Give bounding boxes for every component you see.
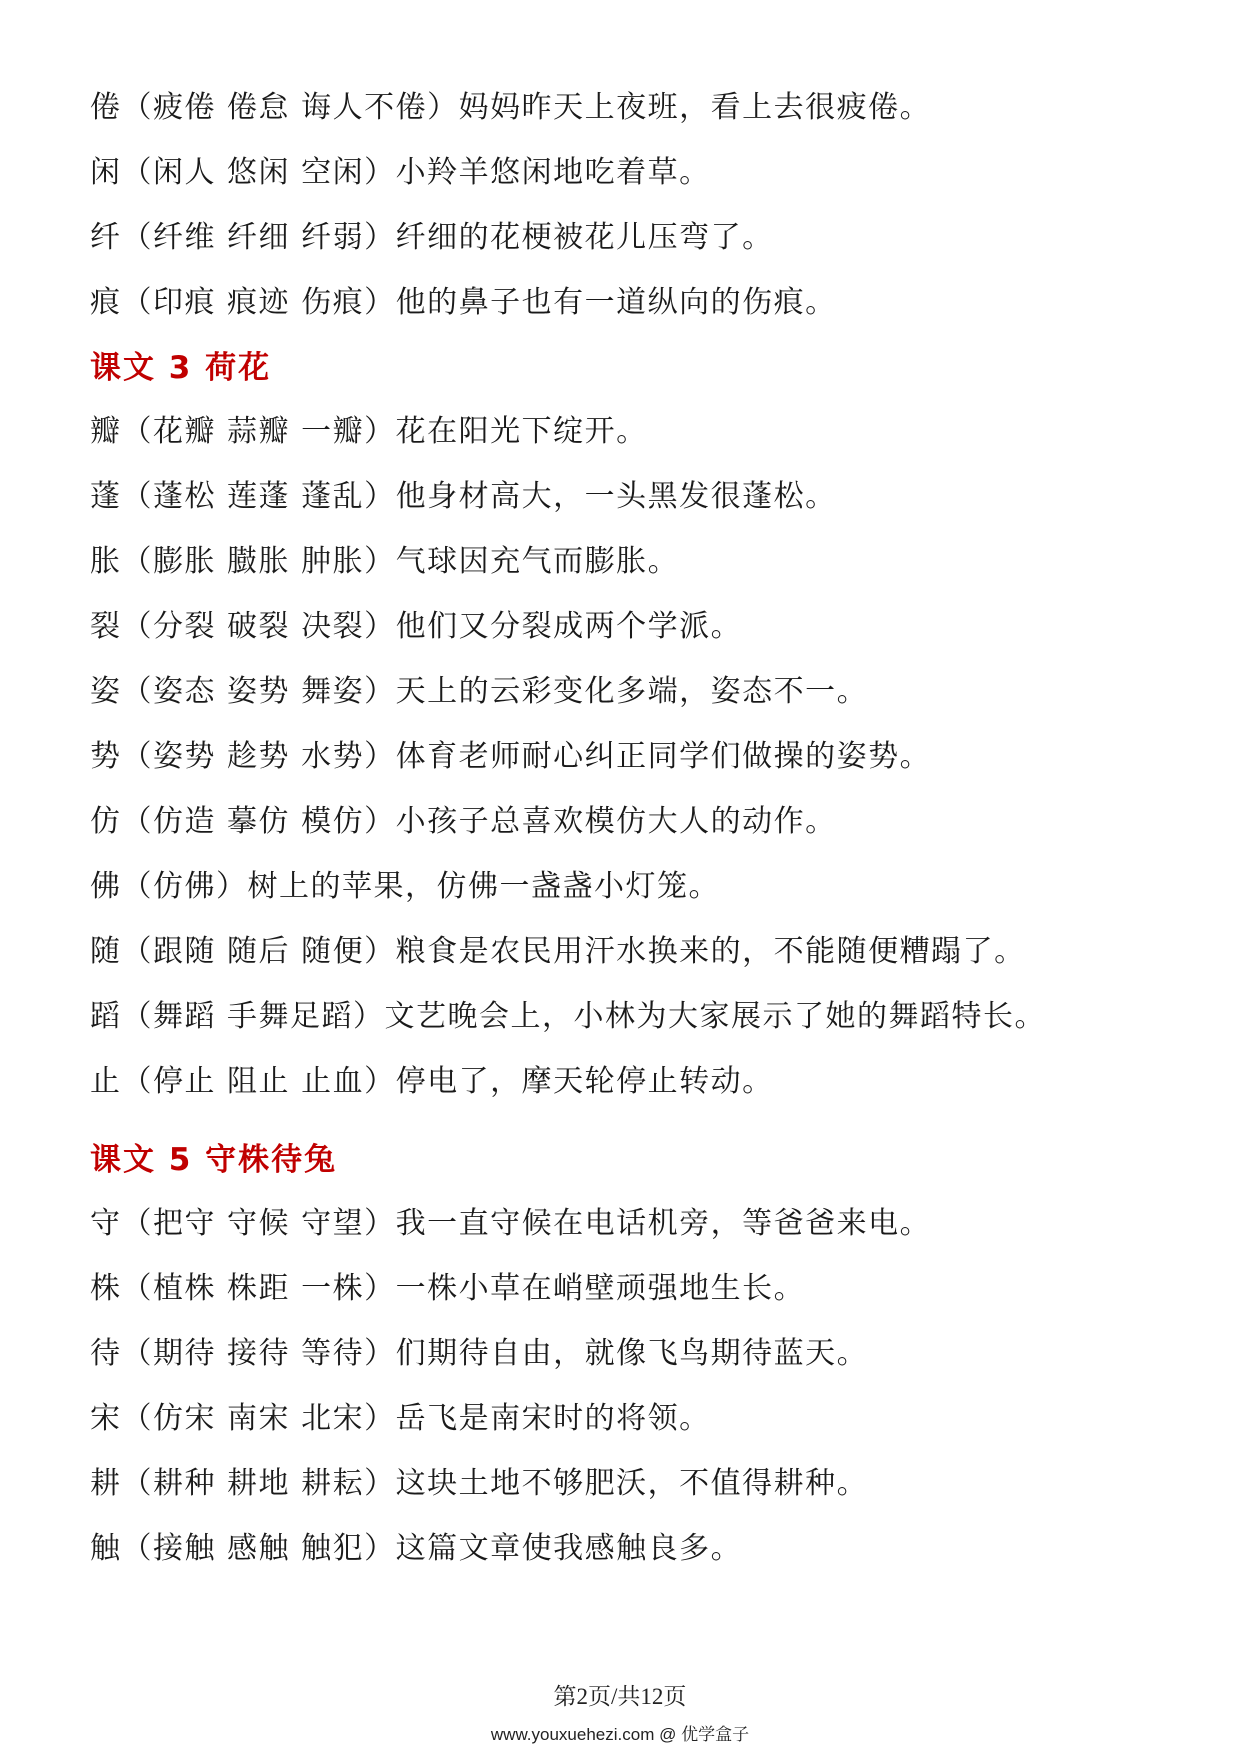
vocab-line: 势（姿势 趁势 水势）体育老师耐心纠正同学们做操的姿势。 bbox=[90, 739, 932, 774]
vocab-line: 裂（分裂 破裂 决裂）他们又分裂成两个学派。 bbox=[90, 609, 743, 644]
page-content bbox=[90, 88, 1170, 1594]
vocab-line: 蹈（舞蹈 手舞足蹈）文艺晚会上，小林为大家展示了她的舞蹈特长。 bbox=[90, 999, 1047, 1034]
vocab-line: 待（期待 接待 等待）们期待自由，就像飞鸟期待蓝天。 bbox=[90, 1336, 869, 1371]
page-number: 第2页/共12页 bbox=[553, 1684, 687, 1709]
vocab-line: 姿（姿态 姿势 舞姿）天上的云彩变化多端，姿态不一。 bbox=[90, 674, 869, 709]
vocab-line: 倦（疲倦 倦怠 诲人不倦）妈妈昨天上夜班，看上去很疲倦。 bbox=[90, 90, 932, 125]
vocab-line: 纤（纤维 纤细 纤弱）纤细的花梗被花儿压弯了。 bbox=[90, 220, 774, 255]
vocab-line: 株（植株 株距 一株）一株小草在峭壁顽强地生长。 bbox=[90, 1271, 806, 1306]
vocab-line: 宋（仿宋 南宋 北宋）岳飞是南宋时的将领。 bbox=[90, 1401, 711, 1436]
vocab-line: 痕（印痕 痕迹 伤痕）他的鼻子也有一道纵向的伤痕。 bbox=[90, 285, 837, 320]
lesson-5-heading: 课文 5 守株待兔 bbox=[90, 1142, 338, 1178]
vocab-line: 蓬（蓬松 莲蓬 蓬乱）他身材高大，一头黑发很蓬松。 bbox=[90, 479, 837, 514]
site-watermark: www.youxuehezi.com @ 优学盒子 bbox=[490, 1725, 750, 1744]
vocab-line: 闲（闲人 悠闲 空闲）小羚羊悠闲地吃着草。 bbox=[90, 155, 711, 190]
vocab-line: 止（停止 阻止 止血）停电了，摩天轮停止转动。 bbox=[90, 1064, 774, 1099]
vocab-line: 耕（耕种 耕地 耕耘）这块土地不够肥沃，不值得耕种。 bbox=[90, 1466, 869, 1501]
vocab-line: 触（接触 感触 触犯）这篇文章使我感触良多。 bbox=[90, 1531, 743, 1566]
vocab-line: 守（把守 守候 守望）我一直守候在电话机旁，等爸爸来电。 bbox=[90, 1206, 932, 1241]
vocab-line: 佛（仿佛）树上的苹果，仿佛一盏盏小灯笼。 bbox=[90, 869, 720, 904]
vocab-line: 仿（仿造 摹仿 模仿）小孩子总喜欢模仿大人的动作。 bbox=[90, 804, 837, 839]
vocab-line: 胀（膨胀 臌胀 肿胀）气球因充气而膨胀。 bbox=[90, 544, 680, 579]
lesson-3-heading: 课文 3 荷花 bbox=[90, 350, 272, 386]
vocab-line: 瓣（花瓣 蒜瓣 一瓣）花在阳光下绽开。 bbox=[90, 414, 648, 449]
vocab-line: 随（跟随 随后 随便）粮食是农民用汗水换来的，不能随便糟蹋了。 bbox=[90, 934, 1026, 969]
